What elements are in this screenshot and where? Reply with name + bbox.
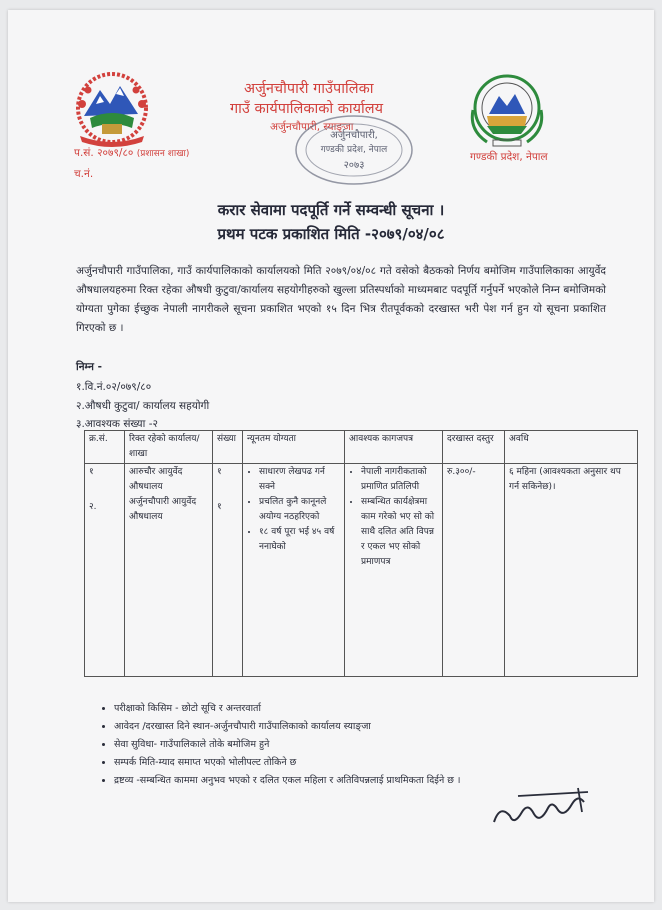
cell-qualification xyxy=(243,464,345,677)
nepal-emblem-icon xyxy=(66,68,158,150)
qualification-3: • १८ वर्ष पूरा भई ४५ वर्ष ननाघेको xyxy=(259,525,340,555)
dispatch-number: च.नं. xyxy=(74,168,94,180)
list-item-1: १.वि.नं.०२/०७९/८० xyxy=(76,381,152,393)
list-heading: निम्न - xyxy=(76,361,102,373)
gandaki-province-emblem-icon xyxy=(463,70,551,152)
col-header-office: रिक्त रहेको कार्यालय/शाखा xyxy=(125,431,213,464)
sn-1: १ xyxy=(89,467,94,477)
notice-subtitle: प्रथम पटक प्रकाशित मिति -२०७९/०४/०८ xyxy=(217,225,445,243)
cell-documents xyxy=(345,464,443,677)
section-name: (प्रशासन शाखा) xyxy=(136,149,190,159)
cell-count xyxy=(213,464,243,677)
list-item: • सम्पर्क मिति-म्याद समाप्त भएको भोलीपल्ट तोकिने छ xyxy=(114,754,461,772)
list-item: • द्रष्टव्य -सम्बन्धित काममा अनुभव भएको र दलित एकल महिला र अतिविपन्नलाई प्राथमिकता दिईने छ । xyxy=(114,772,461,790)
office-address: अर्जुनचौपारी, स्याङ्जा xyxy=(270,121,354,133)
cell-office xyxy=(125,464,213,677)
reference-number: प.सं. २०७९/८० (प्रशासन शाखा) xyxy=(74,147,190,159)
col-header-period: अवधि xyxy=(505,431,638,464)
list-item-2: २.औषधी कुटुवा/ कार्यालय सहयोगी xyxy=(76,400,210,412)
col-header-sn: क्र.सं. xyxy=(85,431,125,464)
office-stamp-icon xyxy=(294,114,414,186)
list-item: • सेवा सुविधा- गाउँपालिकाले तोके बमोजिम हुने xyxy=(114,736,461,754)
vacancy-table xyxy=(84,430,638,677)
stamp-year: २०७३ xyxy=(343,160,365,171)
col-header-qualification: न्यूनतम योग्यता xyxy=(243,431,345,464)
office-subtitle: गाउँ कार्यपालिकाको कार्यालय xyxy=(230,101,384,117)
col-header-documents: आवश्यक कागजपत्र xyxy=(345,431,443,464)
office-2: अर्जुनचौपारी आयुर्वेद औषधालय xyxy=(129,497,197,522)
qualification-1: • साधारण लेखपढ गर्न सक्ने xyxy=(259,465,340,495)
office-name: अर्जुनचौपारी गाउँपालिका xyxy=(244,81,374,97)
list-item: • परीक्षाको किसिम - छोटो सूचि र अन्तरवार्ता xyxy=(114,700,461,718)
stamp-line1: अर्जुनचौपारी, xyxy=(330,130,378,141)
cell-sn xyxy=(85,464,125,677)
qualification-2: • प्रचलित कुनै कानूनले अयोग्य नठहरिएको xyxy=(259,495,340,525)
notice-title: करार सेवामा पदपूर्ति गर्ने सम्वन्धी सूचना । xyxy=(217,201,445,219)
sn-2: २. xyxy=(89,502,97,512)
count-1: १ xyxy=(217,467,222,477)
count-2: १ xyxy=(217,502,222,512)
document-2: • सम्बन्धित कार्यक्षेत्रमा काम गरेको भए सो को साथै दलित अति विपन्न र एकल भए सोको प्रमाणपत्र xyxy=(361,495,438,570)
stamp-line2: गण्डकी प्रदेश, नेपाल xyxy=(320,145,388,155)
signature-icon xyxy=(488,782,598,834)
col-header-fee: दरखास्त दस्तुर xyxy=(443,431,505,464)
cell-period: ६ महिना (आवश्यकता अनुसार थप गर्न सकिनेछ)। xyxy=(505,464,638,677)
notes-list xyxy=(100,700,461,790)
office-1: आरुचौर आयुर्वेद औषधालय xyxy=(129,467,183,492)
col-header-count: संख्या xyxy=(213,431,243,464)
list-item: • आवेदन /दरखास्त दिने स्थान-अर्जुनचौपारी गाउँपालिकाको कार्यालय स्याङ्जा xyxy=(114,718,461,736)
notice-body: अर्जुनचौपारी गाउँपालिका, गाउँ कार्यपालिकाको कार्यालयको मिति २०७९/०४/०८ गते वसेको बैठकको निर्णय बमोजिम गाउँपालिकाका आयुर्वेद औषधालयहरुमा रिक्त रहेका औषधी कुटुवा/कार्यालय सहयोगीहरुको खुल्ला प्रतिस्पर्धाको माध्यमबाट पदपूर्ति गर्नुपर्ने भएकोले निम्न बमोजिमको योग्यता पुगेका ईच्छुक नेपाली नागरीकले सूचना प्रकाशित भएको १५ दिन भित्र रीतपूर्वकको दरखास्त भरी पेश गर्न हुन यो सूचना प्रकाशित गिरएको छ । xyxy=(76,265,606,334)
document-1: • नेपाली नागरीकताको प्रमाणित प्रतिलिपी xyxy=(361,465,438,495)
table-row xyxy=(85,464,638,677)
list-item-3: ३.आवश्यक संख्या -२ xyxy=(76,418,158,430)
table-header-row xyxy=(85,431,638,464)
province-label: गण्डकी प्रदेश, नेपाल xyxy=(470,151,548,163)
cell-fee: रु.३००/- xyxy=(443,464,505,677)
notice-page xyxy=(8,10,654,902)
